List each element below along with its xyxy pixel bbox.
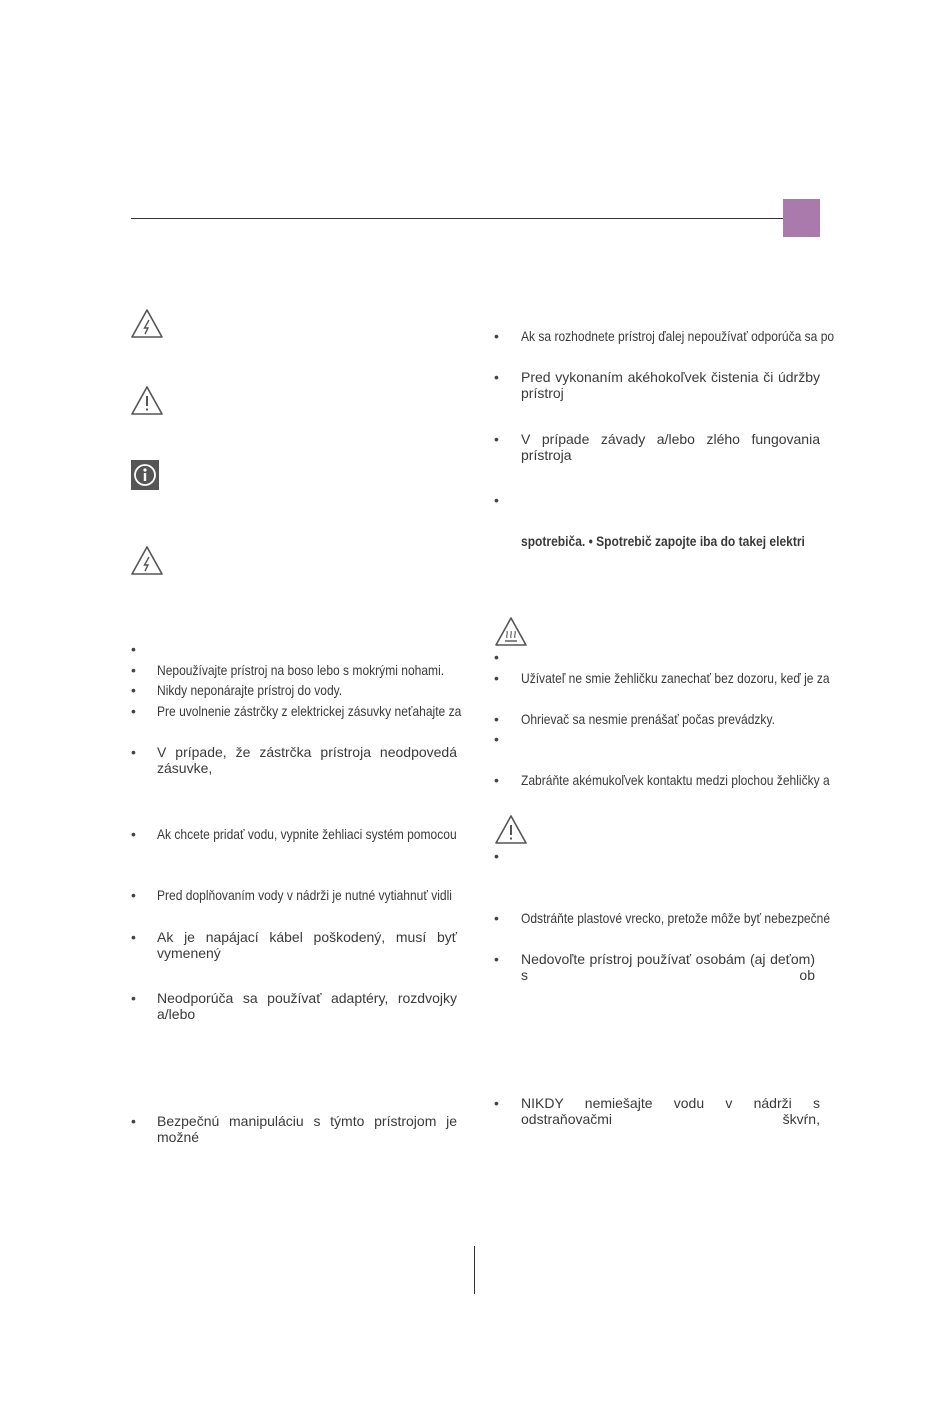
list-item: Pre uvolnenie zástrčky z elektrickej zásuvky neťahajte za	[157, 703, 462, 719]
list-item: Nikdy neponárajte prístroj do vody.	[157, 682, 343, 698]
bullet: •	[131, 682, 136, 698]
bullet: •	[494, 431, 499, 447]
bullet: •	[494, 328, 499, 344]
list-item: NIKDY nemiešajte vodu v nádrži s odstraňovačmi škvŕn,	[521, 1095, 820, 1127]
list-item: Ak chcete pridať vodu, vypnite žehliaci systém pomocou	[157, 826, 457, 842]
warning-icon	[494, 814, 528, 846]
bullet: •	[131, 826, 136, 842]
bullet: •	[131, 703, 136, 719]
bullet: •	[131, 1113, 136, 1129]
list-item: Bezpečnú manipuláciu s týmto prístrojom je možné	[157, 1113, 457, 1145]
info-icon	[130, 459, 160, 491]
list-item: Zabráňte akémukoľvek kontaktu medzi plochou žehličky a	[521, 772, 830, 788]
bullet: •	[494, 670, 499, 686]
list-item: Užívateľ ne smie žehličku zanechať bez dozoru, keď je za	[521, 670, 830, 686]
bullet-empty: •	[494, 492, 499, 508]
list-item: V prípade závady a/lebo zlého fungovania prístroja	[521, 431, 820, 463]
hot-surface-warning-icon	[494, 616, 528, 648]
bullet: •	[131, 744, 136, 760]
list-item: Nedovoľte prístroj používať osobám (aj deťom) s ob	[521, 951, 815, 983]
list-item: Ak sa rozhodnete prístroj ďalej nepoužívať odporúča sa po	[521, 328, 835, 344]
page-divider	[474, 1246, 475, 1294]
section-color-tab	[783, 199, 820, 237]
bullet-empty: •	[131, 641, 136, 657]
bullet: •	[494, 772, 499, 788]
bullet: •	[131, 990, 136, 1006]
header-rule	[131, 218, 783, 219]
list-item: Neodporúča sa používať adaptéry, rozdvojky a/lebo	[157, 990, 457, 1022]
bullet: •	[131, 662, 136, 678]
bullet: •	[131, 887, 136, 903]
bullet: •	[494, 1095, 499, 1111]
list-item: Ak je napájací kábel poškodený, musí byť vymenený	[157, 929, 457, 961]
electric-shock-warning-icon	[130, 307, 164, 341]
bold-line: spotrebiča. • Spotrebič zapojte iba do takej elektri	[521, 533, 805, 549]
bullet: •	[494, 369, 499, 385]
bullet-empty: •	[494, 731, 499, 747]
list-item: Odstráňte plastové vrecko, pretože môže byť nebezpečné	[521, 910, 831, 926]
list-item: Pred doplňovaním vody v nádrži je nutné vytiahnuť vidli	[157, 887, 452, 903]
electric-shock-warning-icon	[130, 544, 164, 578]
bullet: •	[494, 910, 499, 926]
list-item: Nepoužívajte prístroj na boso lebo s mokrými nohami.	[157, 662, 445, 678]
list-item: Pred vykonaním akéhokoľvek čistenia či údržby prístroj	[521, 369, 820, 401]
list-item: V prípade, že zástrčka prístroja neodpovedá zásuvke,	[157, 744, 457, 776]
bullet: •	[494, 951, 499, 967]
bullet-empty: •	[494, 649, 499, 665]
warning-icon	[130, 384, 164, 418]
bullet: •	[131, 929, 136, 945]
list-item: Ohrievač sa nesmie prenášať počas prevádzky.	[521, 711, 775, 727]
bullet-empty: •	[494, 848, 499, 864]
bullet: •	[494, 711, 499, 727]
